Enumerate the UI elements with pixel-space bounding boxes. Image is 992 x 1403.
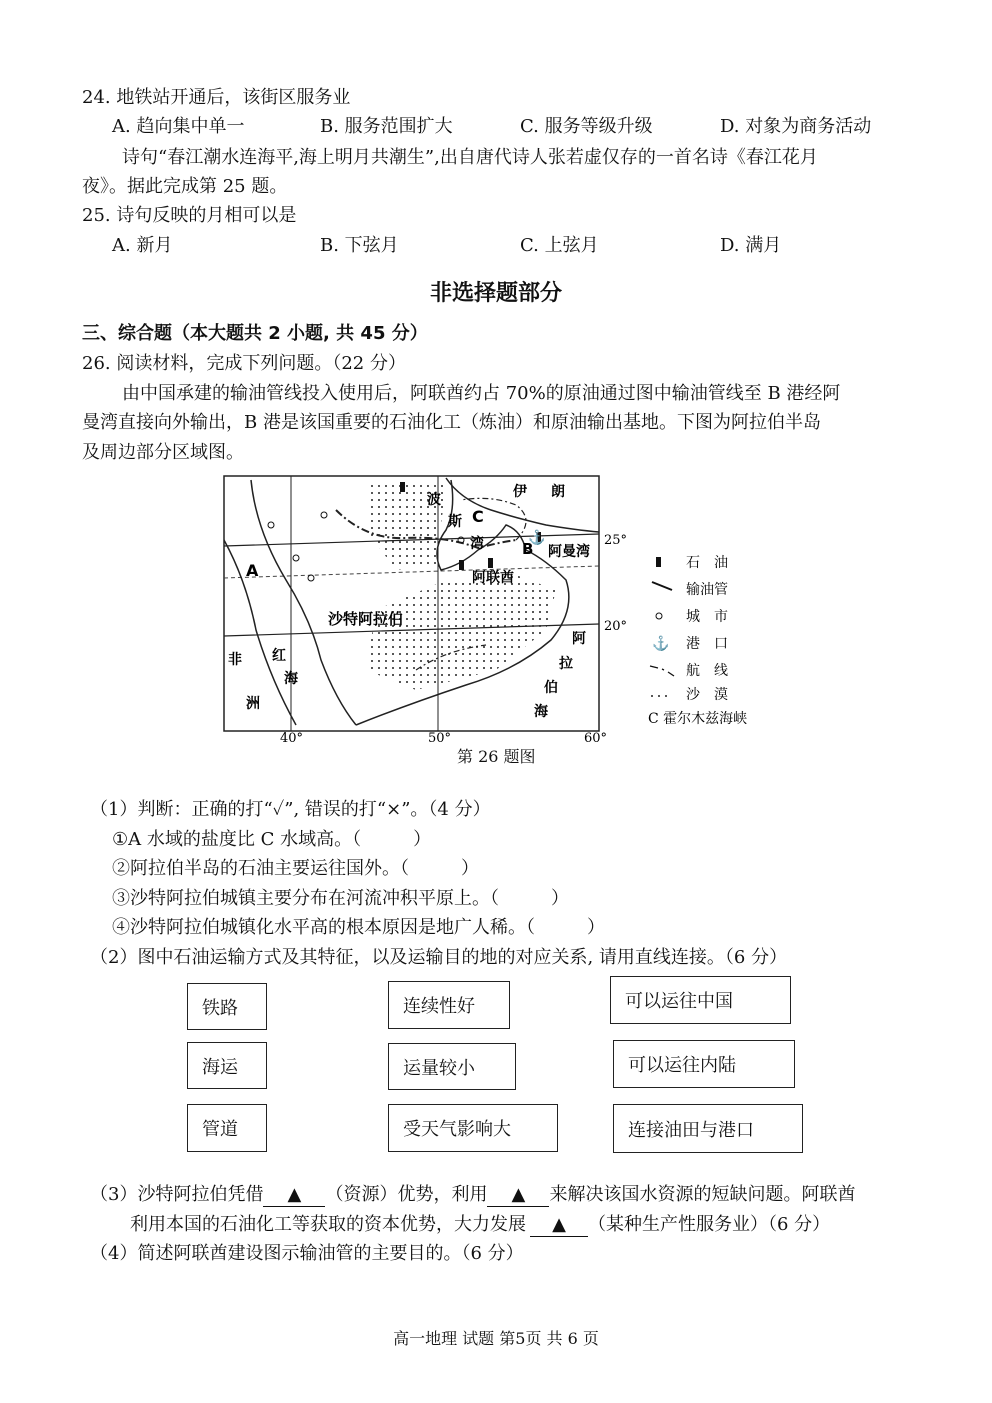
legend-label-pipeline: 输油管 [686, 582, 728, 598]
label-gulf-1: 波 [427, 492, 441, 508]
label-arabian-sea-3: 伯 [544, 680, 558, 696]
label-saudi: 沙特阿拉伯 [328, 610, 404, 628]
q26-sub1-item1-close: ） [413, 829, 432, 850]
legend-label-port: 港 口 [686, 636, 728, 652]
label-africa-1: 非 [228, 652, 242, 668]
svg-text:⚓: ⚓ [528, 530, 546, 546]
q26-sub3-p3: 来解决该国水资源的短缺问题。阿联酋 [549, 1184, 856, 1205]
desert-icon [650, 690, 672, 700]
page-footer: 高一地理 试题 第5页 共 6 页 [393, 1329, 599, 1348]
match-box-sea[interactable]: 海运 [187, 1042, 267, 1089]
lon-label-60: 60° [584, 731, 608, 745]
match-box-to-inland[interactable]: 可以运往内陆 [613, 1040, 795, 1088]
match-box-oilfield-port[interactable]: 连接油田与港口 [613, 1104, 803, 1153]
match-box-to-china[interactable]: 可以运往中国 [610, 976, 791, 1024]
q26-sub1-item3 [112, 887, 569, 911]
q26-sub1-item1 [112, 828, 431, 852]
arabian-peninsula-map [216, 470, 776, 745]
label-b: B [522, 540, 534, 558]
q26-sub3-p1: （3）沙特阿拉伯凭借 [90, 1184, 264, 1205]
route-icon [650, 666, 674, 676]
pipeline-icon [652, 582, 672, 590]
q26-sub3-line1 [90, 1183, 855, 1207]
fill-blank-service[interactable]: ▲ [530, 1214, 588, 1237]
lon-label-50: 50° [428, 731, 452, 745]
label-red-sea-1: 红 [272, 648, 286, 664]
legend-label-oil: 石 油 [686, 555, 728, 571]
q24-option-b: B. 服务范围扩大 [320, 116, 453, 137]
label-iran-2: 朗 [551, 484, 565, 500]
match-box-weather[interactable]: 受天气影响大 [388, 1104, 558, 1152]
match-box-continuity[interactable]: 连续性好 [388, 981, 510, 1029]
label-gulf-2: 斯 [448, 514, 462, 530]
q26-material-line3: 及周边部分区域图。 [82, 442, 244, 463]
match-box-small-volume[interactable]: 运量较小 [388, 1043, 516, 1090]
q25-option-c: C. 上弦月 [520, 235, 599, 256]
label-a: A [246, 561, 259, 580]
q26-sub1-item2-close: ） [461, 858, 479, 879]
q26-sub1-stem: （1）判断：正确的打“✓”, 错误的打“×”。（4 分） [90, 799, 491, 820]
label-red-sea-2: 海 [284, 671, 298, 687]
city-icon [656, 613, 662, 619]
label-c: C [472, 507, 484, 526]
q26-sub4: （4）简述阿联酋建设图示输油管的主要目的。（6 分） [90, 1243, 524, 1264]
q26-sub1-item4-close: ） [587, 917, 605, 938]
legend-note-hormuz: C 霍尔木兹海峡 [648, 711, 748, 727]
q25-option-d: D. 满月 [720, 235, 782, 256]
q26-sub1-item4-text: ④沙特阿拉伯城镇化水平高的根本原因是地广人稀。（ [112, 917, 535, 938]
fill-blank-resource[interactable]: ▲ [263, 1184, 325, 1207]
q26-sub3-p4: 利用本国的石油化工等获取的资本优势，大力发展 [130, 1214, 526, 1235]
fill-blank-water[interactable]: ▲ [487, 1184, 549, 1207]
q26-sub3-line2 [130, 1213, 830, 1237]
q25-stem: 25. 诗句反映的月相可以是 [82, 205, 297, 226]
q26-sub1-item3-text: ③沙特阿拉伯城镇主要分布在河流冲积平原上。（ [112, 888, 499, 909]
lon-label-40: 40° [280, 731, 304, 745]
poem-intro-line2: 夜》。据此完成第 25 题。 [82, 176, 288, 197]
figure-caption: 第 26 题图 [457, 747, 536, 766]
part3-heading: 三、综合题（本大题共 2 小题, 共 45 分） [82, 323, 428, 344]
match-box-pipeline[interactable]: 管道 [187, 1104, 267, 1152]
match-box-railway[interactable]: 铁路 [187, 983, 267, 1030]
legend-label-route: 航 线 [686, 663, 728, 679]
label-arabian-sea-2: 拉 [559, 656, 573, 672]
q26-sub1-item3-close: ） [551, 888, 569, 909]
q24-stem: 24. 地铁站开通后，该街区服务业 [82, 87, 351, 108]
q24-option-d: D. 对象为商务活动 [720, 116, 872, 137]
section-heading: 非选择题部分 [429, 281, 562, 306]
label-iran-1: 伊 [513, 484, 527, 500]
label-uae: 阿联酋 [472, 570, 514, 586]
lat-label-25: 25° [604, 533, 628, 548]
q26-sub3-p2: （资源）优势，利用 [325, 1184, 488, 1205]
label-arabian-sea-1: 阿 [572, 631, 586, 647]
q26-material-line2: 曼湾直接向外输出，B 港是该国重要的石油化工（炼油）和原油输出基地。下图为阿拉伯半岛 [82, 412, 821, 433]
label-gulf-3: 湾 [470, 536, 484, 552]
legend-label-desert: 沙 漠 [686, 687, 728, 703]
q26-sub3-p5: （某种生产性服务业）（6 分） [588, 1214, 831, 1235]
label-arabian-sea-4: 海 [534, 704, 548, 720]
q26-sub1-item2 [112, 857, 479, 881]
q26-material-line1: 由中国承建的输油管线投入使用后，阿联酋约占 70%的原油通过图中输油管线至 B 港经阿 [122, 383, 841, 404]
q24-option-c: C. 服务等级升级 [520, 116, 653, 137]
map-legend [648, 554, 747, 727]
port-icon: ⚓ [652, 636, 670, 652]
q25-option-b: B. 下弦月 [320, 235, 399, 256]
poem-intro-line1: 诗句“春江潮水连海平,海上明月共潮生”,出自唐代诗人张若虚仅存的一首名诗《春江花月 [122, 147, 818, 168]
q26-sub2-stem: （2）图中石油运输方式及其特征，以及运输目的地的对应关系, 请用直线连接。（6 分） [90, 947, 788, 968]
q26-sub1-item4 [112, 916, 605, 940]
q26-sub1-item2-text: ②阿拉伯半岛的石油主要运往国外。（ [112, 858, 409, 879]
label-africa-2: 洲 [246, 696, 260, 712]
lat-label-20: 20° [604, 619, 628, 634]
q24-option-a: A. 趋向集中单一 [112, 116, 245, 137]
q26-sub1-item1-text: ①A 水域的盐度比 C 水域高。（ [112, 829, 362, 850]
legend-label-city: 城 市 [686, 609, 728, 625]
oil-icon [656, 557, 661, 567]
q26-stem: 26. 阅读材料，完成下列问题。（22 分） [82, 353, 406, 374]
q25-option-a: A. 新月 [112, 235, 173, 256]
label-oman-gulf: 阿曼湾 [548, 544, 590, 560]
